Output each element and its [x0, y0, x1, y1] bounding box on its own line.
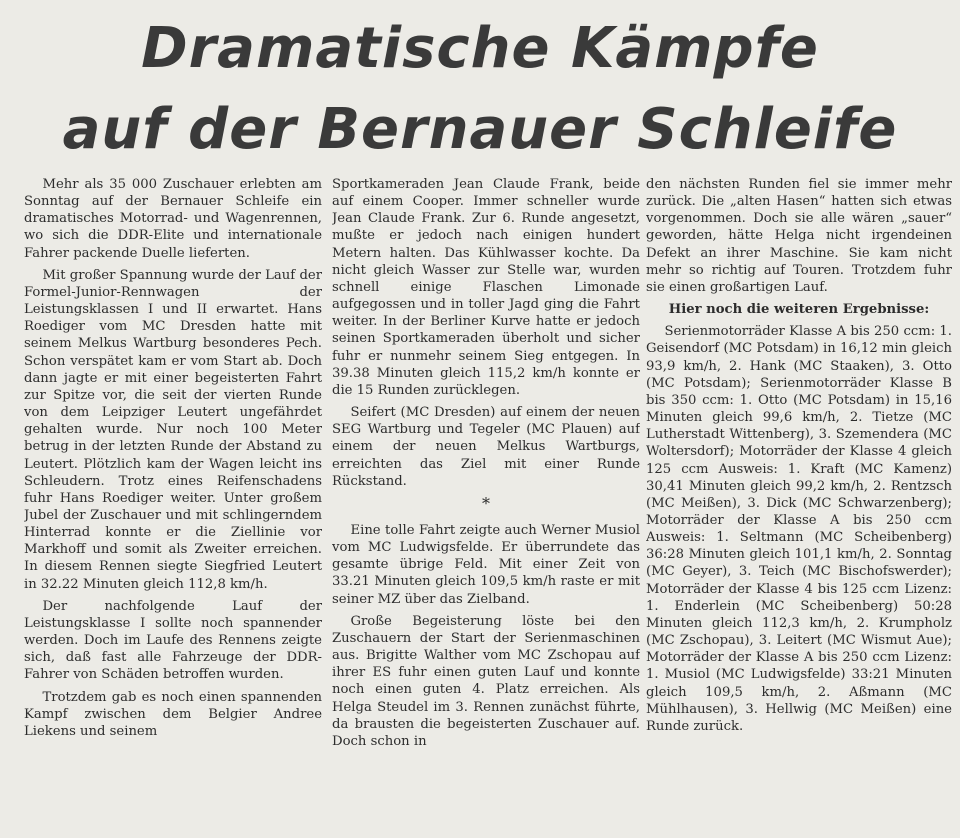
section-separator: *	[482, 493, 490, 513]
paragraph: den nächsten Runden fiel sie immer mehr zurück. Die „alten Hasen“ hatten sich etwas vorgenommen. Doch sie alle wären „sauer“ geworden, hätte Helga nicht irgendeinen Defekt an ihrer Maschine. Sie kam nicht mehr so richtig auf Touren. Trotzdem fuhr sie einen großartigen Lauf.	[646, 177, 952, 295]
article-column-2	[332, 176, 640, 838]
paragraph: Der nachfolgende Lauf der Leistungsklasse I sollte noch spannender werden. Doch im Laufe des Rennens zeigte sich, daß fast alle Fahrzeuge der DDR-Fahrer von Schäden betroffen wurden.	[24, 598, 322, 683]
article-column-1	[24, 176, 322, 838]
paragraph: Trotzdem gab es noch einen spannenden Kampf zwischen dem Belgier Andree Liekens und seinem	[24, 689, 322, 739]
results-heading: Hier noch die weiteren Ergebnisse:	[668, 302, 930, 318]
headline-line-1: Dramatische Kämpfe	[141, 16, 819, 81]
paragraph: Sportkameraden Jean Claude Frank, beide auf einem Cooper. Immer schneller wurde Jean Claude Frank. Zur 6. Runde angesetzt, mußte er jedoch nach einigen hundert Metern halten. Das Kühlwasser kochte. Da nicht gleich Wasser zur Stelle war, wurden schnell einige Flaschen Limonade aufgegossen und in toller Jagd ging die Fahrt weiter. In der Berliner Kurve hatte er jedoch seinen Sportkameraden überholt und sicher fuhr er nunmehr seinem Sieg entgegen. In 39.38 Minuten gleich 115,2 km/h konnte er die 15 Runden zurücklegen.	[332, 177, 640, 398]
paragraph: Mit großer Spannung wurde der Lauf der Formel-Junior-Rennwagen der Leistungsklassen I und II erwartet. Hans Roediger vom MC Dresden hatte mit seinem Melkus Wartburg besonderes Pech. Schon verspätet kam er vom Start ab. Doch dann jagte er mit einer begeisterten Fahrt zur Spitze vor, die seit der vierten Runde von dem Leipziger Leutert ungefährdet gehalten wurde. Nur noch 100 Meter betrug in der letzten Runde der Abstand zu Leutert. Plötzlich kam der Wagen leicht ins Schleudern. Trotz eines Reifenschadens fuhr Hans Roediger weiter. Unter großem Jubel der Zuschauer und mit schlingerndem Hinterrad konnte er die Ziellinie vor Markhoff und somit als Zweiter erreichen. In diesem Rennen siegte Siegfried Leutert in 32.22 Minuten gleich 112,8 km/h.	[24, 267, 322, 592]
headline-line-2: auf der Bernauer Schleife	[62, 97, 898, 162]
results-paragraph: Serienmotorräder Klasse A bis 250 ccm: 1. Geisendorf (MC Potsdam) in 16,12 min gleich 93,9 km/h, 2. Hank (MC Staaken), 3. Otto (MC Potsdam); Serienmotorräder Klasse B bis 350 ccm: 1. Otto (MC Potsdam) in 15,16 Minuten gleich 99,6 km/h, 2. Tietze (MC Lutherstadt Wittenberg), 3. Szemendera (MC Woltersdorf); Motorräder der Klasse 4 gleich 125 ccm Ausweis: 1. Kraft (MC Kamenz) 30,41 Minuten gleich 99,2 km/h, 2. Rentzsch (MC Meißen), 3. Dick (MC Schwarzenberg); Motorräder der Klasse A bis 250 ccm Ausweis: 1. Seltmann (MC Scheibenberg) 36:28 Minuten gleich 101,1 km/h, 2. Sonntag (MC Geyer), 3. Teich (MC Bischofswerder); Motorräder der Klasse 4 bis 125 ccm Lizenz: 1. Enderlein (MC Scheibenberg) 50:28 Minuten gleich 112,3 km/h, 2. Krumpholz (MC Zschopau), 3. Leitert (MC Wismut Aue); Motorräder der Klasse A bis 250 ccm Lizenz: 1. Musiol (MC Ludwigsfelde) 33:21 Minuten gleich 109,5 km/h, 2. Aßmann (MC Mühlhausen), 3. Hellwig (MC Meißen) eine Runde zurück.	[646, 324, 952, 734]
paragraph: Mehr als 35 000 Zuschauer erlebten am Sonntag auf der Bernauer Schleife ein dramatisches Motorrad- und Wagenrennen, wo sich die DDR-Elite und internationale Fahrer packende Duelle lieferten.	[24, 177, 322, 261]
paragraph: Große Begeisterung löste bei den Zuschauern der Start der Serienmaschinen aus. Brigitte Walther vom MC Zschopau auf ihrer ES fuhr einen guten Lauf und konnte noch einen guten 4. Platz erreichen. Als Helga Steudel im 3. Rennen zunächst führte, da brausten die begeisterten Zuschauer auf. Doch schon in	[332, 613, 640, 749]
paragraph: Seifert (MC Dresden) auf einem der neuen SEG Wartburg und Tegeler (MC Plauen) auf einem der neuen Melkus Wartburgs, erreichten das Ziel mit einer Runde Rückstand.	[332, 405, 640, 489]
paragraph: Eine tolle Fahrt zeigte auch Werner Musiol vom MC Ludwigsfelde. Er überrundete das gesamte übrige Feld. Mit einer Zeit von 33.21 Minuten gleich 109,5 km/h raste er mit seiner MZ über das Zielband.	[332, 522, 640, 607]
article-column-3	[646, 176, 952, 838]
